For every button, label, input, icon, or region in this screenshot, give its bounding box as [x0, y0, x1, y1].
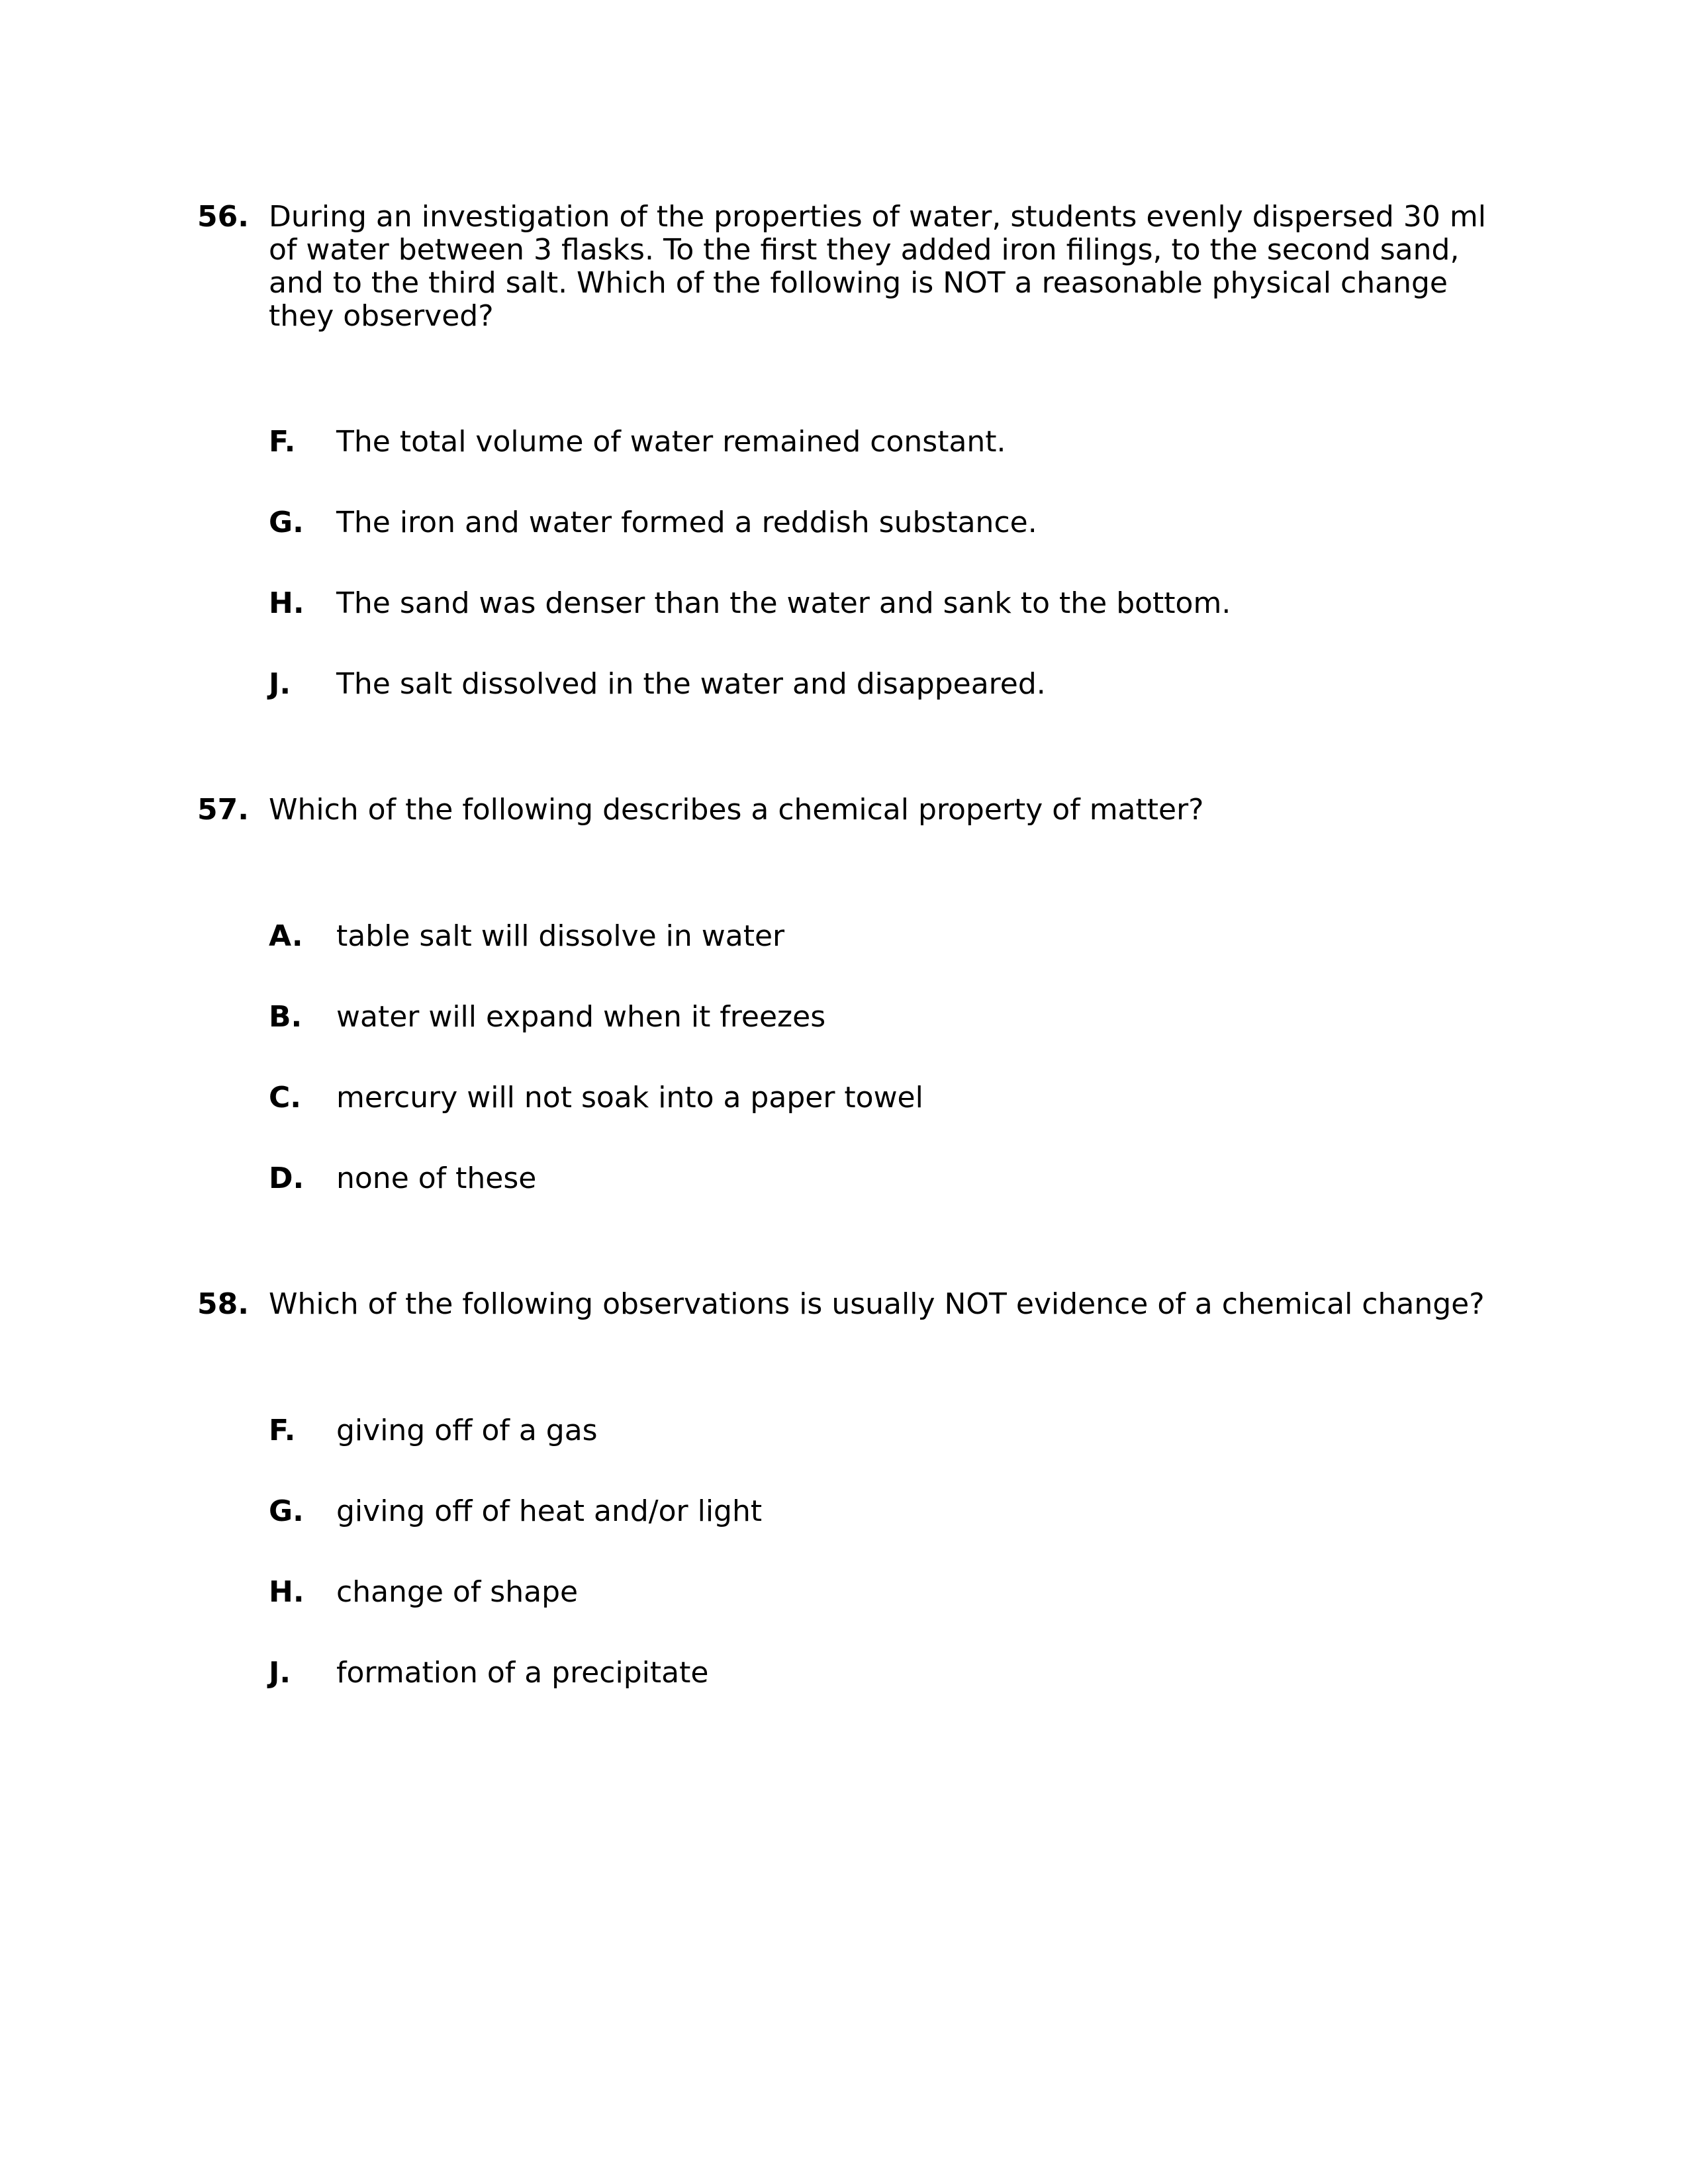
choice-text: change of shape — [336, 1575, 579, 1609]
answer-choice-d[interactable] — [0, 1162, 1688, 1202]
answer-choice-b[interactable] — [0, 1001, 1688, 1040]
answer-choice-j[interactable] — [0, 1657, 1688, 1696]
choice-letter: J. — [269, 667, 291, 701]
choice-letter: F. — [269, 1414, 296, 1447]
question-number: 56. — [197, 200, 249, 234]
choice-text: The iron and water formed a reddish substance. — [336, 506, 1037, 539]
question-number: 57. — [197, 793, 249, 827]
question-stem: Which of the following describes a chemical property of matter? — [269, 793, 1204, 827]
answer-choice-j[interactable] — [0, 668, 1688, 707]
choice-text: The salt dissolved in the water and disappeared. — [336, 667, 1046, 701]
question-number: 58. — [197, 1287, 249, 1321]
choice-text: water will expand when it freezes — [336, 1000, 826, 1034]
choice-text: mercury will not soak into a paper towel — [336, 1081, 923, 1115]
choice-letter: H. — [269, 1575, 305, 1609]
choice-text: The sand was denser than the water and sank to the bottom. — [336, 586, 1231, 620]
choice-letter: H. — [269, 586, 305, 620]
answer-choice-g[interactable] — [0, 1495, 1688, 1535]
choice-letter: G. — [269, 1494, 304, 1528]
question-stem: During an investigation of the properties of water, students evenly dispersed 30 ml of water between 3 flasks. To the first they added iron filings, to the second sand, and to the third salt. Which of the following is NOT a reasonable physical change they observed? — [269, 200, 1486, 333]
answer-choice-f[interactable] — [0, 1414, 1688, 1454]
choice-letter: A. — [269, 919, 303, 953]
answer-choice-g[interactable] — [0, 506, 1688, 546]
choice-letter: F. — [269, 425, 296, 459]
choice-text: The total volume of water remained constant. — [336, 425, 1006, 459]
choice-text: none of these — [336, 1161, 537, 1195]
answer-choice-h[interactable] — [0, 1576, 1688, 1615]
choice-letter: B. — [269, 1000, 303, 1034]
choice-letter: C. — [269, 1081, 302, 1115]
answer-choice-a[interactable] — [0, 920, 1688, 960]
choice-letter: G. — [269, 506, 304, 539]
choice-text: giving off of a gas — [336, 1414, 598, 1447]
answer-choice-f[interactable] — [0, 426, 1688, 465]
question-stem: Which of the following observations is usually NOT evidence of a chemical change? — [269, 1287, 1485, 1321]
choice-text: giving off of heat and/or light — [336, 1494, 763, 1528]
answer-choice-c[interactable] — [0, 1081, 1688, 1121]
choice-letter: J. — [269, 1656, 291, 1690]
choice-text: formation of a precipitate — [336, 1656, 709, 1690]
choice-text: table salt will dissolve in water — [336, 919, 785, 953]
answer-choice-h[interactable] — [0, 587, 1688, 627]
choice-letter: D. — [269, 1161, 305, 1195]
